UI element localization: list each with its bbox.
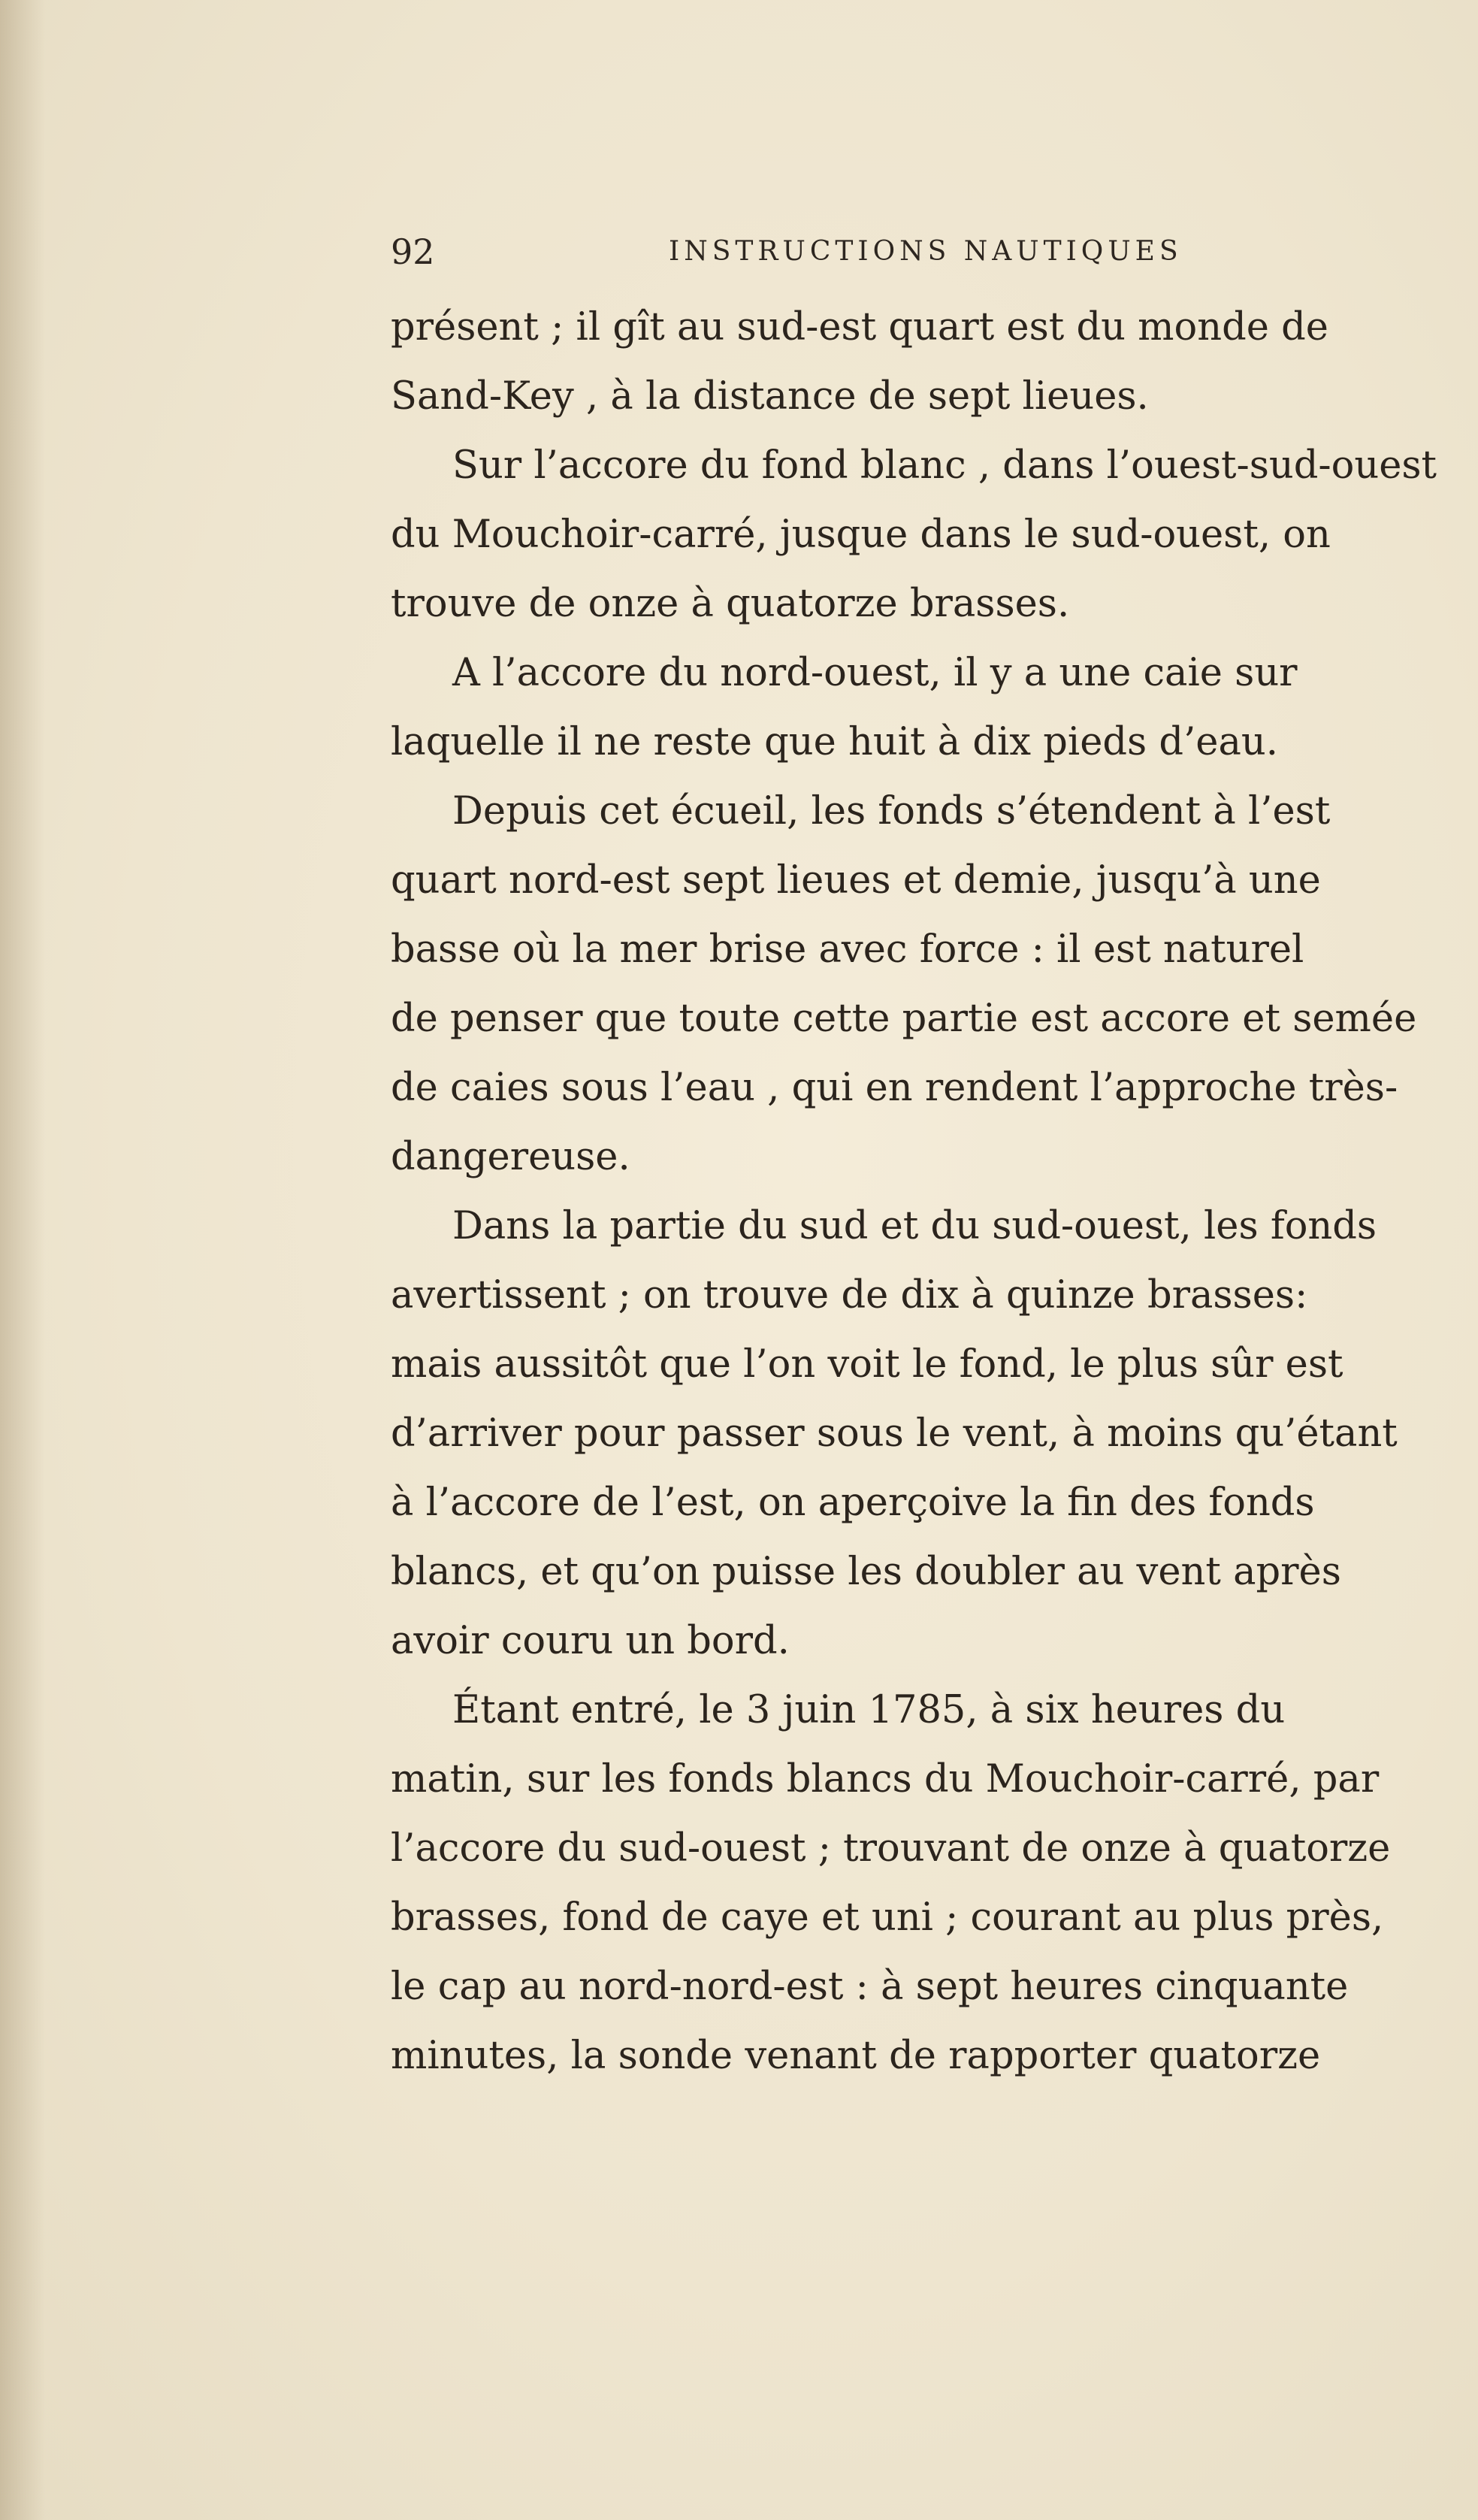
page-edge-shadow <box>0 0 45 2520</box>
text-line: à l’accore de l’est, on aperçoive la fin des fonds <box>391 1481 1315 1525</box>
text-line: quart nord-est sept lieues et demie, jusqu’à une <box>391 858 1321 903</box>
text-line: Dans la partie du sud et du sud-ouest, les fonds <box>452 1204 1377 1248</box>
text-line: avoir couru un bord. <box>391 1619 790 1663</box>
text-line: trouve de onze à quatorze brasses. <box>391 582 1070 626</box>
text-line: dangereuse. <box>391 1135 630 1179</box>
text-line: Sand-Key , à la distance de sept lieues. <box>391 374 1149 419</box>
text-line: blancs, et qu’on puisse les doubler au vent après <box>391 1550 1341 1594</box>
text-line: basse où la mer brise avec force : il est naturel <box>391 927 1304 972</box>
text-line: de caies sous l’eau , qui en rendent l’approche très- <box>391 1066 1398 1110</box>
text-line: l’accore du sud-ouest ; trouvant de onze à quatorze <box>391 1826 1391 1871</box>
text-line: Étant entré, le 3 juin 1785, à six heures du <box>452 1688 1286 1732</box>
text-line: de penser que toute cette partie est accore et semée <box>391 997 1417 1041</box>
running-title: INSTRUCTIONS NAUTIQUES <box>669 236 1183 267</box>
body-text <box>391 293 1473 2091</box>
text-line: Depuis cet écueil, les fonds s’étendent à l’est <box>452 789 1331 833</box>
text-line: Sur l’accore du fond blanc , dans l’ouest-sud-ouest <box>452 443 1437 488</box>
text-line: le cap au nord-nord-est : à sept heures cinquante <box>391 1965 1349 2009</box>
page-header <box>391 231 1225 277</box>
text-line: brasses, fond de caye et uni ; courant au plus près, <box>391 1895 1384 1940</box>
text-line: avertissent ; on trouve de dix à quinze brasses: <box>391 1273 1308 1317</box>
text-line: présent ; il gît au sud-est quart est du monde de <box>391 305 1328 349</box>
page-number: 92 <box>391 231 435 272</box>
text-line: A l’accore du nord-ouest, il y a une caie sur <box>452 651 1298 695</box>
text-line: d’arriver pour passer sous le vent, à moins qu’étant <box>391 1411 1398 1456</box>
text-line: mais aussitôt que l’on voit le fond, le plus sûr est <box>391 1342 1343 1387</box>
text-line: minutes, la sonde venant de rapporter quatorze <box>391 2034 1321 2078</box>
text-line: matin, sur les fonds blancs du Mouchoir-carré, par <box>391 1757 1380 1802</box>
text-line: laquelle il ne reste que huit à dix pieds d’eau. <box>391 720 1278 764</box>
text-line: du Mouchoir-carré, jusque dans le sud-ouest, on <box>391 513 1331 557</box>
